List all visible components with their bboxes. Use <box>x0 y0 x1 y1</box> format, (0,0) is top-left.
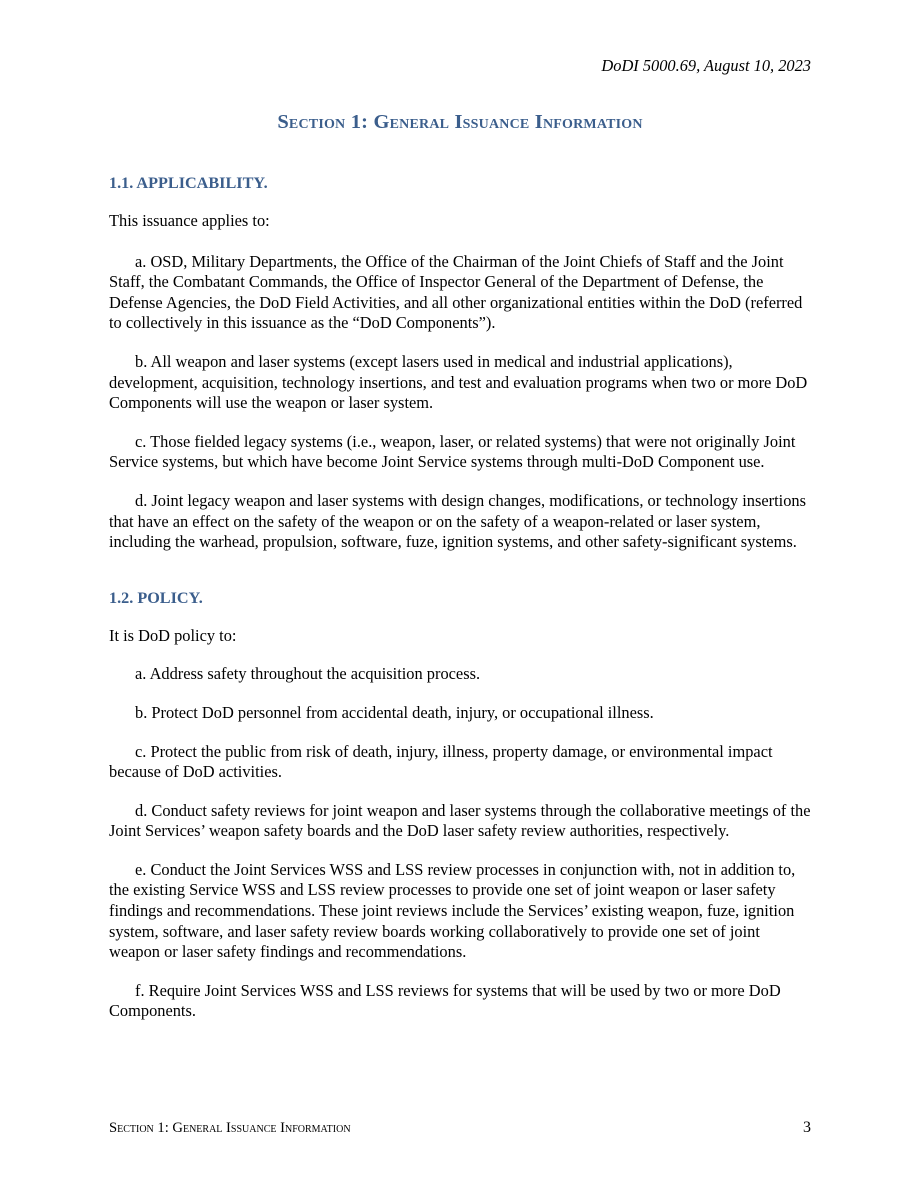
policy-intro: It is DoD policy to: <box>109 625 237 645</box>
policy-item-a: a. Address safety throughout the acquisition process. <box>135 664 481 684</box>
footer-section-label: Section 1: General Issuance Information <box>109 1120 351 1136</box>
document-reference: DoDI 5000.69, August 10, 2023 <box>601 56 811 75</box>
policy-heading: 1.2. POLICY. <box>109 588 203 607</box>
applicability-item-d: d. Joint legacy weapon and laser systems with design changes, modifications, or technology insertions that have an effect on the safety of the weapon or on the safety of a weapon-related or laser system, including the warhead, propulsion, software, fuze, ignition systems, and other safety-significant systems. <box>109 490 806 552</box>
policy-item-e: e. Conduct the Joint Services WSS and LSS review processes in conjunction with, not in addition to, the existing Service WSS and LSS review processes to provide one set of joint weapon or laser safety findings and recommendations. These joint reviews include the Services’ existing weapon, fuze, ignition system, software, and laser safety review boards working collaboratively to provide one set of joint weapon or laser safety findings and recommendations. <box>109 859 796 962</box>
policy-item-b: b. Protect DoD personnel from accidental death, injury, or occupational illness. <box>135 702 654 722</box>
applicability-item-c: c. Those fielded legacy systems (i.e., weapon, laser, or related systems) that were not originally Joint Service systems, but which have become Joint Service systems through multi-DoD Component use. <box>109 431 796 472</box>
applicability-item-b: b. All weapon and laser systems (except lasers used in medical and industrial applications), development, acquisition, technology insertions, and test and evaluation programs when two or more DoD Components will use the weapon or laser system. <box>109 351 808 413</box>
section-content <box>109 173 813 1022</box>
applicability-heading: 1.1. APPLICABILITY. <box>109 174 268 192</box>
applicability-intro: This issuance applies to: <box>109 211 270 230</box>
policy-item-d: d. Conduct safety reviews for joint weapon and laser systems through the collaborative meetings of the Joint Services’ weapon safety boards and the DoD laser safety review authorities, respectively. <box>109 800 811 841</box>
policy-item-f: f. Require Joint Services WSS and LSS reviews for systems that will be used by two or more DoD Components. <box>109 980 781 1021</box>
applicability-item-a: a. OSD, Military Departments, the Office of the Chairman of the Joint Chiefs of Staff and the Joint Staff, the Combatant Commands, the Office of Inspector General of the Department of Defense, the Defense Agencies, the DoD Field Activities, and all other organizational entities within the DoD (referred to collectively in this issuance as the “DoD Components”). <box>109 251 803 333</box>
page-number: 3 <box>803 1119 811 1136</box>
policy-item-c: c. Protect the public from risk of death, injury, illness, property damage, or environmental impact because of DoD activities. <box>109 741 773 782</box>
section-title: Section 1: General Issuance Information <box>277 111 643 133</box>
